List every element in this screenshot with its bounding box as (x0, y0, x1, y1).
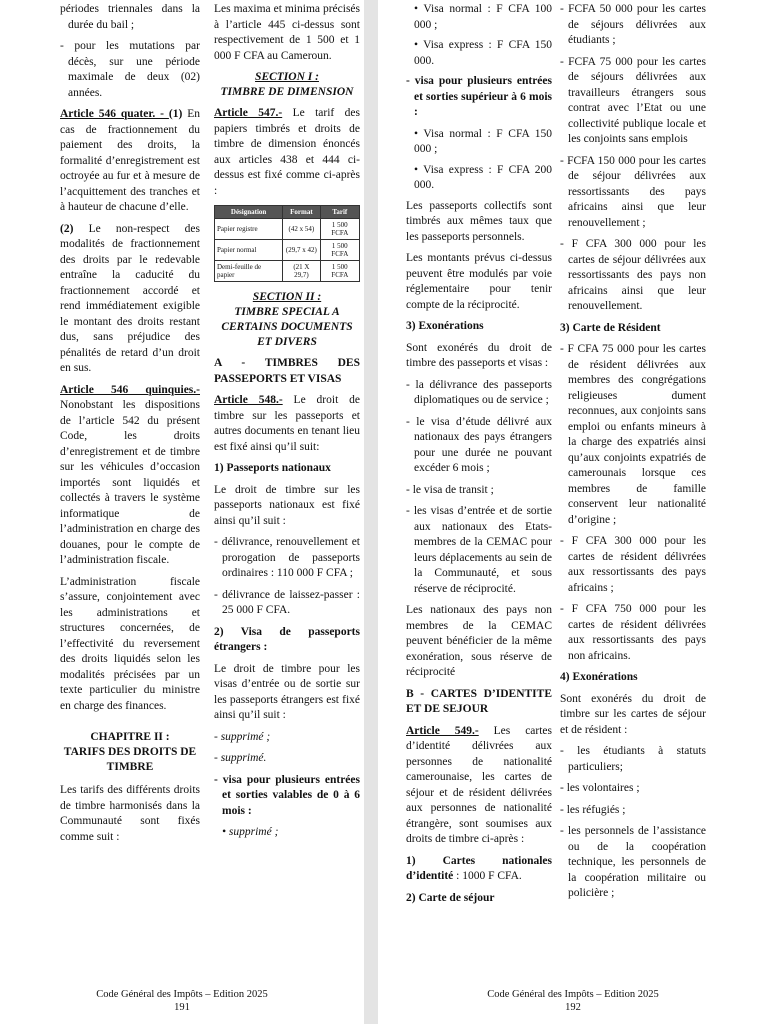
list-item: - les visas d’entrée et de sortie aux nationaux des Etats-membres de la CEMAC pour leurs déplacements au sein de la Communauté, et sous réserve de réciprocité. (406, 505, 552, 595)
list-item: - F CFA 750 000 pour les cartes de résident délivrées aux ressortissants des pays non africains. (560, 603, 706, 662)
article-546-quinquies: Article 546 quinquies.- Nonobstant les dispositions de l’article 542 du présent Code, les droits d’enregistrement et de timbre sur les véhicules d’occasion importés sont liquidés et collectés à travers le système informatique de l’administration en charge des douanes, pour le compte de l’administration fiscale. (60, 383, 200, 566)
page-footer: Code Général des Impôts – Edition 2025 191 (0, 988, 364, 1014)
right-column-1 (406, 2, 552, 912)
paragraph: Sont exonérés du droit de timbre des passeports et visas : (406, 341, 552, 369)
table-row: Papier normal (29,7 x 42) 1 500 FCFA (215, 240, 360, 261)
paragraph: Le droit de timbre sur les passeports nationaux est fixé ainsi qu’il suit : (214, 483, 360, 527)
paragraph: (2) Le non-respect des modalités de fractionnement des droits par le redevable entraîne la caducité du fractionnement accordé et rend immédiatement exigible le montant des droits restant dus, sans préjudice des pénalités de retard d’un droit en sus. (60, 222, 200, 374)
list-item: - visa pour plusieurs entrées et sorties supérieur à 6 mois : (406, 75, 552, 118)
article-547: Article 547.- Le tarif des papiers timbrés et droits de timbre de dimension énoncés aux articles 438 et 444 ci-dessus est fixé comme ci-après : (214, 107, 360, 197)
section-title: SECTION I : (255, 71, 319, 83)
section-subtitle: TIMBRE DE DIMENSION (220, 86, 354, 98)
paragraph: Sont exonérés du droit de timbre sur les cartes de séjour et de résident : (560, 692, 706, 736)
subheading: 3) Carte de Résident (560, 321, 661, 334)
table-row: Papier registre (42 x 54) 1 500 FCFA (215, 219, 360, 240)
page-footer: Code Général des Impôts – Edition 2025 192 (378, 988, 768, 1014)
list-item: - FCFA 75 000 pour les cartes de séjours délivrées aux travailleurs étrangers sous contrat avec l’Etat ou une collectivité publique locale et les conjoints sans emplois (560, 55, 706, 145)
list-item: • Visa express : F CFA 200 000. (414, 163, 552, 191)
paragraph: Les tarifs des différents droits de timbre harmonisés dans la Communauté sont fixés comme suit : (60, 784, 200, 843)
subheading: B - CARTES D’IDENTITE ET DE SEJOUR (406, 687, 552, 715)
list-item: - les volontaires ; (560, 782, 640, 794)
table-header: Tarif (320, 206, 359, 219)
list-item: - le visa d’étude délivré aux nationaux des pays étrangers pour une durée ne pouvant excéder 6 mois ; (406, 415, 552, 474)
subheading: 4) Exonérations (560, 671, 638, 683)
paragraph: Les montants prévus ci-dessus peuvent être modulés par voie réglementaire pour tenir compte de la réciprocité. (406, 252, 552, 311)
list-item: - la délivrance des passeports diplomatiques ou de service ; (406, 378, 552, 406)
list-item: - F CFA 300 000 pour les cartes de résident délivrées aux ressortissants des pays africains ; (560, 535, 706, 594)
section-subtitle: TIMBRE SPECIAL A CERTAINS DOCUMENTS ET DIVERS (221, 306, 353, 348)
subheading: 3) Exonérations (406, 320, 484, 332)
list-item: - le visa de transit ; (406, 483, 494, 496)
paragraph: Le droit de timbre pour les visas d’entrée ou de sortie sur les passeports étrangers est fixé ainsi qu’il suit : (214, 662, 360, 721)
subheading: 2) Carte de séjour (406, 891, 495, 904)
left-column-2 (214, 2, 360, 846)
subheading: 1) Cartes nationales d’identité : 1000 F CFA. (406, 854, 552, 882)
article-549: Article 549.- Les cartes d’identité délivrées aux personnes de nationalité camerounaise, les cartes de séjour et de résident délivrées aux personnes de nationalité étrangère, sont soumises aux droits de timbre ci-après : (406, 724, 553, 845)
list-item: - F CFA 300 000 pour les cartes de séjour délivrées aux ressortissants des pays non africains ainsi que leur renouvellement. (560, 238, 706, 312)
page-number: 191 (174, 1002, 190, 1013)
list-item: - les étudiants à statuts particuliers; (560, 745, 706, 773)
list-item: - supprimé. (214, 752, 267, 764)
tarif-table (214, 205, 360, 282)
list-item: - visa pour plusieurs entrées et sorties valables de 0 à 6 mois : (214, 773, 360, 817)
list-item: • Visa normal : F CFA 150 000 ; (414, 127, 552, 155)
paragraph: - pour les mutations par décès, sur une période maximale de deux (02) années. (60, 40, 200, 99)
left-column-1 (60, 2, 200, 851)
paragraph: Les maxima et minima précisés à l’article 445 ci-dessus sont respectivement de 1 500 et 1 000 F CFA au Cameroun. (214, 3, 360, 62)
page-number: 192 (565, 1002, 581, 1013)
list-item: • Visa express : F CFA 150 000. (414, 39, 552, 67)
paragraph: L’administration fiscale s’assure, conjointement avec les administrations et structures concernées, de l’effectivité du reversement des droits liquidés selon les modalités précisées par un texte particulier du ministre en charge des finances. (60, 575, 200, 712)
page-192 (378, 0, 768, 1024)
right-column-2 (560, 2, 706, 908)
paragraph: Les nationaux des pays non membres de la CEMAC peuvent bénéficier de la même exonération, sous réserve de réciprocité (406, 604, 552, 678)
list-item: - délivrance de laissez-passer : 25 000 F CFA. (214, 588, 360, 616)
subheading: A - TIMBRES DES PASSEPORTS ET VISAS (214, 357, 360, 385)
list-item: - les personnels de l’assistance ou de la coopération technique, les personnels de la coopération militaire ou policière ; (560, 825, 706, 899)
article-546-quater: Article 546 quater. - (1) En cas de fractionnement du paiement des droits, la formalité d’enregistrement est octroyée au fur et à mesure de l’acquittement des tranches et à hauteur de chacune d’elle. (60, 108, 200, 213)
table-row: Demi-feuille de papier (21 X 29,7) 1 500 FCFA (215, 261, 360, 282)
subheading: 1) Passeports nationaux (214, 462, 331, 474)
list-item: - FCFA 50 000 pour les cartes de séjours délivrées aux étudiants ; (560, 3, 706, 46)
list-item: - FCFA 150 000 pour les cartes de séjour délivrées aux ressortissants des pays africains ainsi que leur renouvellement ; (560, 154, 706, 229)
subheading: 2) Visa de passeports étrangers : (214, 625, 360, 653)
list-item: • supprimé ; (222, 826, 279, 838)
list-item: - les réfugiés ; (560, 803, 626, 816)
paragraph: Les passeports collectifs sont timbrés aux mêmes taux que les passeports personnels. (406, 199, 552, 243)
table-header: Désignation (215, 206, 283, 219)
list-item: - F CFA 75 000 pour les cartes de résident délivrées aux membres des congrégations religieuses dument reconnues, aux conjoints sans emploi ou enfants mineurs à la charge des expatriés ainsi qu’aux conjoints expatriés de camerounais lorsque ces membres de famille conservent leur nationalité d’origine ; (560, 343, 706, 526)
section-title: SECTION II : (252, 291, 322, 303)
list-item: - délivrance, renouvellement et prorogation de passeports ordinaires : 110 000 F CFA ; (214, 536, 360, 579)
list-item: • Visa normal : F CFA 100 000 ; (414, 3, 552, 31)
list-item: - supprimé ; (214, 730, 271, 743)
page-191 (0, 0, 364, 1024)
chapter-heading: CHAPITRE II : TARIFS DES DROITS DE TIMBRE (63, 731, 197, 773)
article-548: Article 548.- Le droit de timbre sur les passeports et autres documents en tenant lieu est fixé ainsi qu’il suit: (214, 394, 360, 453)
table-header: Format (283, 206, 320, 219)
paragraph: périodes triennales dans la durée du bail ; (60, 3, 200, 31)
